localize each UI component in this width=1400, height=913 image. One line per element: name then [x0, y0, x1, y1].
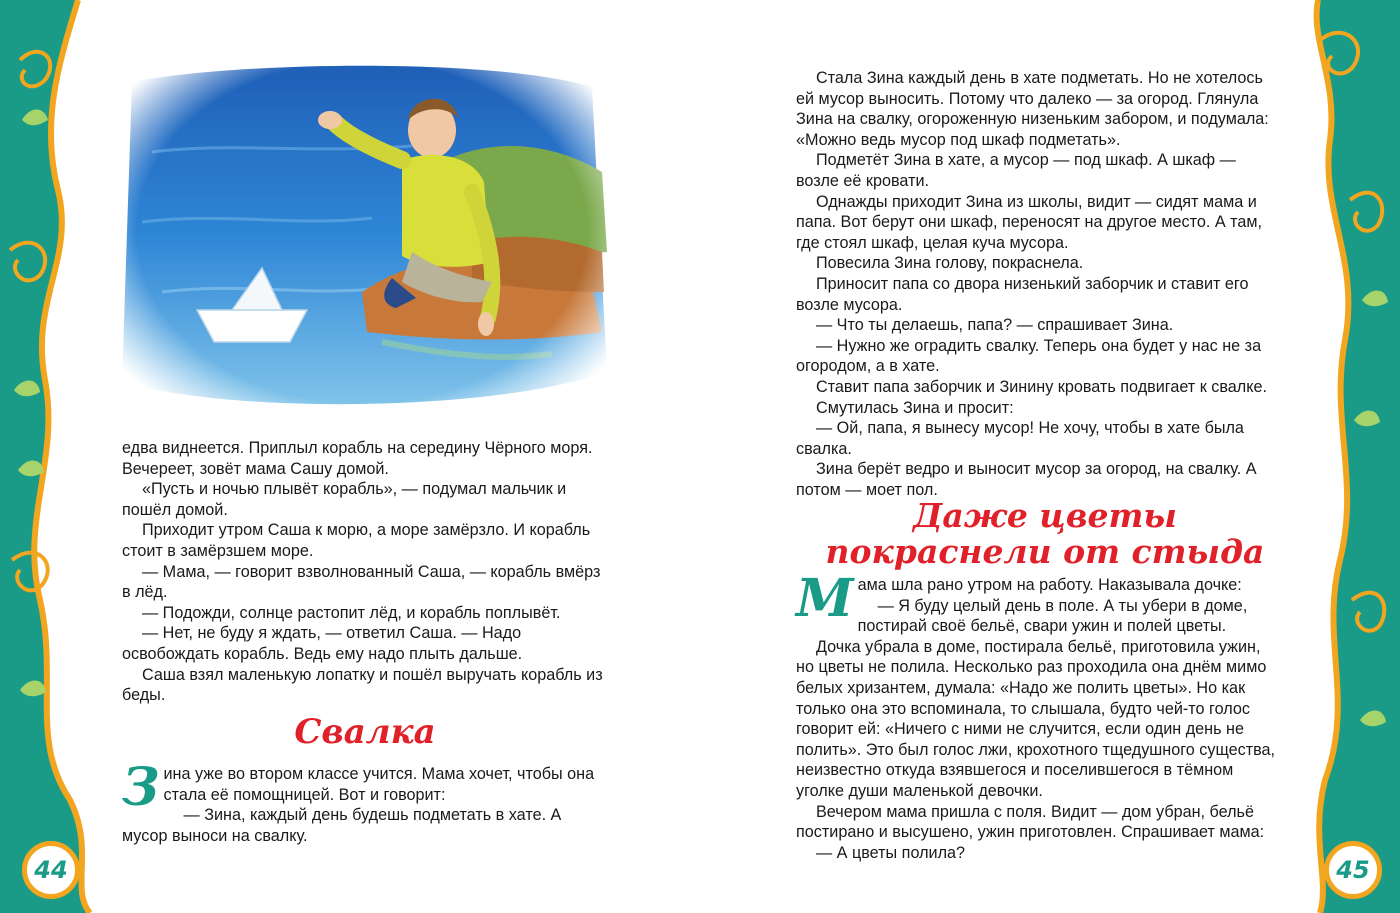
paragraph-text: ама шла рано утром на работу. Наказывала дочке:: [857, 576, 1242, 594]
story-title-svalka: Свалка: [294, 712, 436, 752]
paragraph: Приносит папа со двора низенький заборчик и ставит его возле мусора.: [796, 274, 1249, 314]
paragraph: Зина берёт ведро и выносит мусор за огород, на свалку. А потом — моет пол.: [796, 460, 1257, 499]
paragraph: — Мама, — говорит взволнованный Саша, — корабль вмёрз в лёд.: [122, 562, 601, 602]
left-ornamental-border: [0, 0, 120, 913]
paragraph: Подметёт Зина в хате, а мусор — под шкаф. А шкаф — возле её кровати.: [796, 151, 1236, 190]
title-line: покраснели от стыда: [825, 532, 1265, 571]
paragraph: — Нет, не буду я ждать, — ответил Саша. — Надо освобождать корабль. Ведь ему надо плыть дальше.: [122, 624, 523, 663]
title-line: Даже цветы: [913, 496, 1177, 535]
paragraph: — Ой, папа, я вынесу мусор! Не хочу, чтобы в хате была свалка.: [796, 419, 1244, 458]
story-title-flowers: [800, 498, 1290, 570]
paragraph-with-dropcap: [122, 757, 610, 818]
paragraph: — Зина, каждый день будешь подметать в хате. А мусор выноси на свалку.: [122, 806, 562, 845]
paragraph: Вечером мама пришла с поля. Видит — дом убран, бельё постирано и высушено, ужин приготовлен. Спрашивает мама:: [796, 802, 1265, 842]
page-number-left: 44: [22, 841, 80, 899]
paragraph: «Пусть и ночью плывёт корабль», — подумал мальчик и пошёл домой.: [122, 480, 567, 519]
paragraph: — А цветы полила?: [816, 843, 966, 862]
paragraph: едва виднеется. Приплыл корабль на середину Чёрного моря. Вечереет, зовёт мама Сашу домой.: [122, 439, 593, 478]
paragraph: — Что ты делаешь, папа? — спрашивает Зина.: [816, 316, 1174, 335]
left-page-story-end: [122, 438, 610, 706]
boy-with-paper-boat-illustration: [112, 42, 612, 422]
drop-cap-letter: З: [122, 757, 160, 818]
paragraph: Стала Зина каждый день в хате подметать. Но не хотелось ей мусор выносить. Потому что далеко — за огород. Глянула Зина на свалку, огороженную низеньким забором, и подумала: «Можно ведь мусор под шкаф подметать».: [796, 69, 1269, 149]
paragraph: Повесила Зина голову, покраснела.: [816, 254, 1084, 273]
right-page-story2-continued: [796, 68, 1280, 500]
paragraph-text: ина уже во втором классе учится. Мама хочет, чтобы она стала её помощницей. Вот и говорит:: [163, 765, 595, 804]
paragraph: Саша взял маленькую лопатку и пошёл выручать корабль из беды.: [122, 665, 603, 705]
drop-cap-letter: М: [796, 568, 854, 629]
paragraph: Однажды приходит Зина из школы, видит — сидят мама и папа. Вот берут они шкаф, переносят на другое место. А там, где стоял шкаф, целая куча мусора.: [796, 192, 1262, 252]
paragraph: — Подожди, солнце растопит лёд, и корабль поплывёт.: [142, 603, 561, 622]
paragraph: — Я буду целый день в поле. А ты убери в доме, постирай своё бельё, свари ужин и полей цветы.: [857, 596, 1248, 636]
right-ornamental-border: [1290, 0, 1400, 913]
right-page-story3: [796, 568, 1280, 863]
paragraph: — Нужно же оградить свалку. Теперь она будет у нас не за огородом, а в хате.: [796, 336, 1262, 376]
paragraph: Ставит папа заборчик и Зинину кровать подвигает к свалке.: [816, 377, 1268, 396]
page-number-right: 45: [1324, 841, 1382, 899]
paragraph: Смутилась Зина и просит:: [816, 398, 1014, 417]
paragraph: Дочка убрала в доме, постирала бельё, приготовила ужин, но цветы не полила. Несколько раз проходила она днём мимо белых хризантем, думала: «Надо же полить цветы». Но как только она это вспоминала, то слышала, будто чей-то голос говорит ей: «Ничего с ними не случится, если один день не полить». Это был голос лжи, крохотного тщедушного существа, неизвестно откуда взявшегося и поселившегося в тёмном уголке души маленькой девочки.: [796, 637, 1276, 800]
paragraph: Приходит утром Саша к морю, а море замёрзло. И корабль стоит в замёрзшем море.: [122, 521, 591, 560]
left-page-story2-start: [122, 757, 610, 846]
